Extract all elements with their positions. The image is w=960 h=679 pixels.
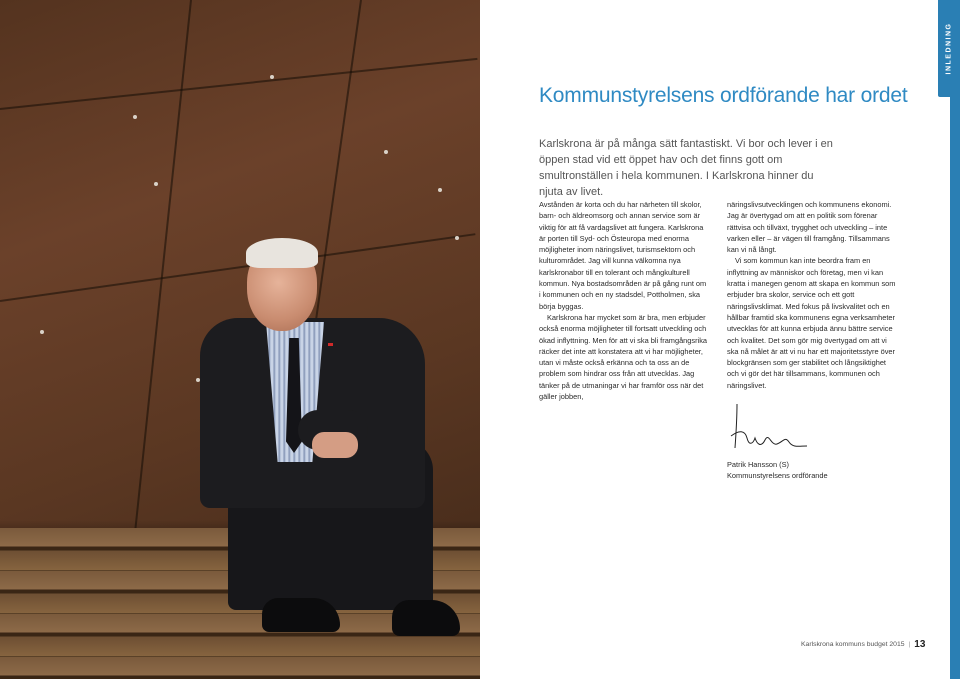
column-1-paragraph-1: Avstånden är korta och du har närheten till skolor, barn- och äldreomsorg och annan service som är viktig för att få vardagslivet att fungera. Karlskrona är porten till Syd- och Östeuropa med enorma möjligheter inom näringslivet, turismsektorn och kulturområdet. Jag vill kunna välkomna nya karlskronabor till en tolerant och mångkulturell kommun. Nya bostadsområden är på gång runt om i kommunen och en ny stadsdel, Pottholmen, ska börja byggas. (539, 200, 707, 311)
handwritten-signature (729, 400, 809, 455)
column-1-paragraph-2: Karlskrona har mycket som är bra, men erbjuder också enorma möjligheter till fortsatt utveckling och ökad inflyttning. Men för att vi ska bli framgångsrika räcker det inte att konstatera att vi har möjligheter, utan vi måste också erkänna och ta oss an de problem som hindrar oss från att utvecklas. Jag tänker på de utmaningar vi har framför oss när det gäller jobben, (539, 312, 708, 402)
intro-paragraph: Karlskrona är på många sätt fantastiskt. Vi bor och lever i en öppen stad vid ett öppet hav och det finns gott om smultronställen i hela kommunen. I Karlskrona hinner du njuta av livet. (539, 138, 833, 198)
column-2-paragraph-1: näringslivsutvecklingen och kommunens ekonomi. Jag är övertygad om att en politik som förenar rättvisa och tillväxt, trygghet och utveckling – inte varken eller – är vägen till framgång. Tillsammans kan vi nå långt. (727, 200, 892, 255)
footer-separator: | (908, 641, 911, 648)
lapel-pin (328, 343, 333, 346)
person-hair (246, 238, 318, 268)
signatory-name: Patrik Hansson (S) (727, 460, 790, 469)
person-shoe-right (392, 600, 460, 636)
column-2-paragraph-2: Vi som kommun kan inte beordra fram en inflyttning av människor och företag, men vi kan kratta i manegen genom att skapa en kommun som erbjuder bra skolor, service och ett gott näringslivsklimat. Med fokus på livskvalitet och en hållbar framtid ska kommunens egna verksamheter utvecklas för att kunna erbjuda ännu bättre service och kvalitet. Det som gör mig övertygad om att vi ska nå målet är att vi nu har ett majoritetsstyre över blockgränsen som ger stabilitet och långsiktighet och vi gör det här tillsammans, kommunen och näringslivet. (727, 256, 896, 390)
page-footer (801, 639, 925, 650)
section-tab (938, 0, 960, 97)
section-tab-label: INLEDNING (945, 22, 953, 75)
text-column-2 (727, 199, 897, 391)
signatory-block (727, 459, 828, 482)
page-title: Kommunstyrelsens ordförande har ordet (539, 84, 908, 107)
person-hand (312, 432, 358, 458)
signatory-role: Kommunstyrelsens ordförande (727, 471, 828, 481)
section-tab-strip (950, 0, 960, 679)
text-column-1 (539, 199, 709, 402)
person-shoe-left (262, 598, 340, 632)
page-number: 13 (914, 639, 926, 650)
footer-publication: Karlskrona kommuns budget 2015 (801, 641, 905, 648)
